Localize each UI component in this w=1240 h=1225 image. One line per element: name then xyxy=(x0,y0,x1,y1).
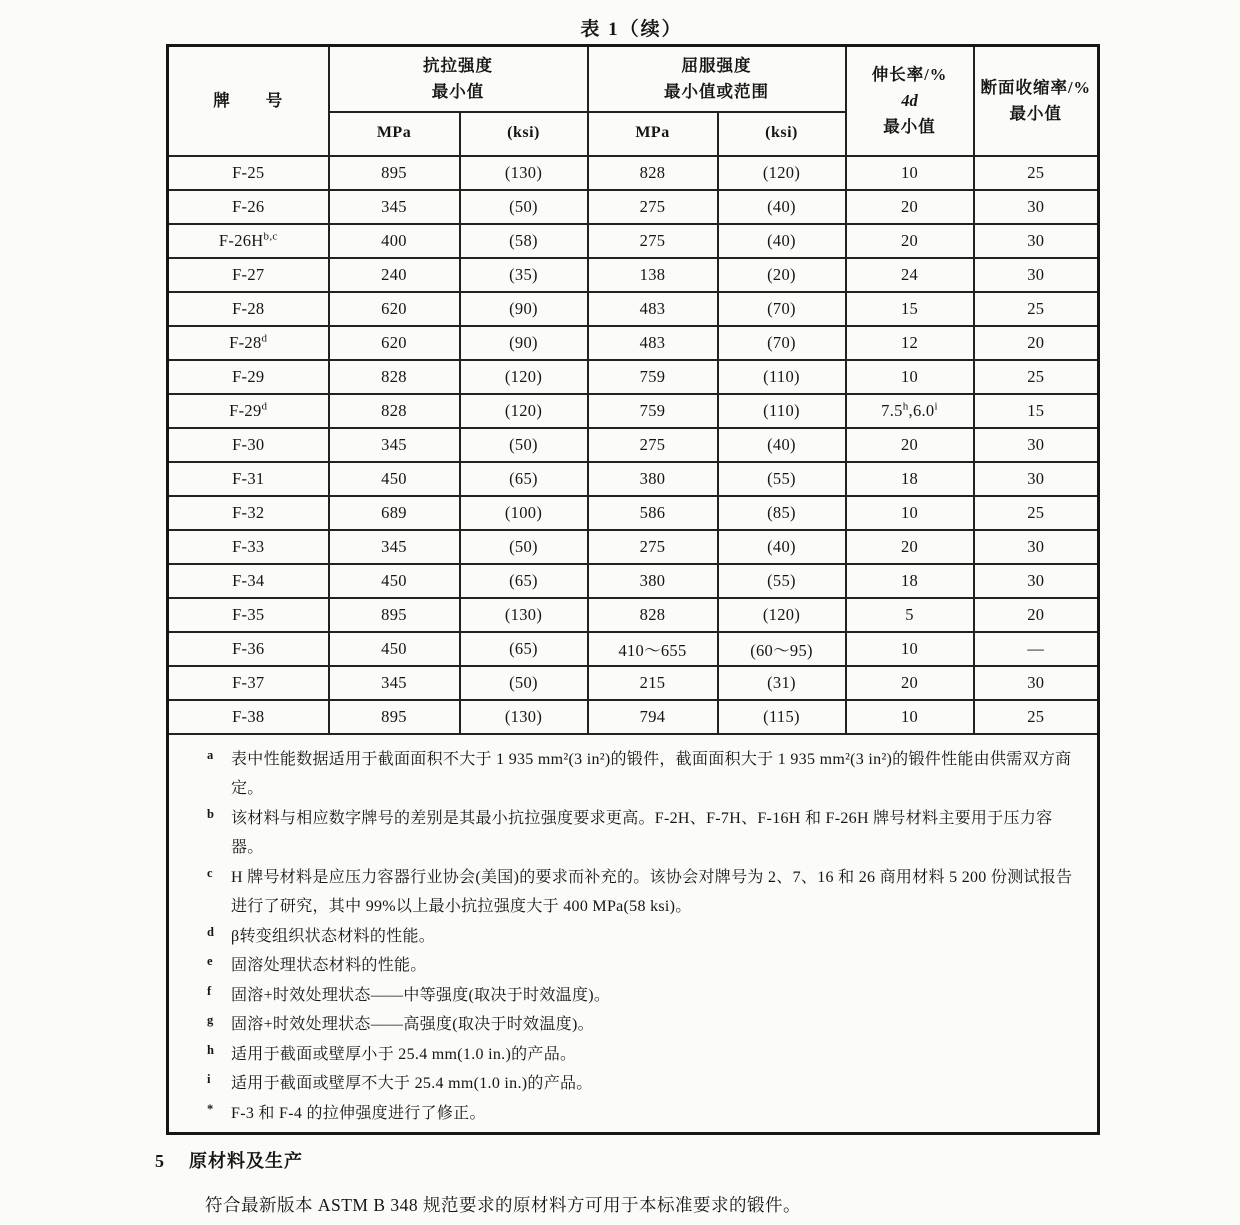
col-header-tensile-strength xyxy=(329,46,588,112)
cell-yield-ksi: (70) xyxy=(718,326,846,360)
footnote-marker: g xyxy=(207,1013,214,1027)
cell-tensile-ksi: (65) xyxy=(460,462,588,496)
cell-elongation: 18 xyxy=(846,564,974,598)
footnote-marker: b xyxy=(207,806,215,821)
cell-yield-mpa: 483 xyxy=(588,326,718,360)
cell-grade: F-35 xyxy=(168,598,329,632)
cell-tensile-ksi: (50) xyxy=(460,530,588,564)
footnote-g xyxy=(169,1010,1073,1040)
table-row xyxy=(168,700,1099,734)
cell-grade xyxy=(168,394,329,428)
cell-grade: F-32 xyxy=(168,496,329,530)
cell-yield-mpa: 483 xyxy=(588,292,718,326)
footnote-text: 适用于截面或壁厚小于 25.4 mm(1.0 in.)的产品。 xyxy=(231,1045,577,1063)
cell-tensile-ksi: (130) xyxy=(460,598,588,632)
cell-yield-mpa: 138 xyxy=(588,258,718,292)
footnote-marker: h xyxy=(207,1042,215,1057)
footnote-marker: i xyxy=(207,1072,211,1086)
cell-yield-mpa: 215 xyxy=(588,666,718,700)
cell-yield-ksi: (120) xyxy=(718,156,846,190)
table-row xyxy=(168,258,1099,292)
col-header-tensile-line1: 抗拉强度 xyxy=(423,56,493,76)
cell-tensile-ksi: (130) xyxy=(460,700,588,734)
cell-reduction: 30 xyxy=(974,258,1099,292)
cell-tensile-mpa: 895 xyxy=(329,598,460,632)
cell-yield-mpa: 828 xyxy=(588,156,718,190)
cell-tensile-mpa: 828 xyxy=(329,394,460,428)
cell-tensile-mpa: 620 xyxy=(329,326,460,360)
cell-reduction: 30 xyxy=(974,666,1099,700)
cell-grade: F-27 xyxy=(168,258,329,292)
cell-tensile-mpa: 689 xyxy=(329,496,460,530)
cell-yield-mpa: 828 xyxy=(588,598,718,632)
col-header-yield-line2: 最小值或范围 xyxy=(664,81,769,101)
col-header-reduction-of-area xyxy=(974,46,1099,156)
cell-elongation: 20 xyxy=(846,190,974,224)
cell-yield-mpa: 794 xyxy=(588,700,718,734)
cell-yield-mpa: 759 xyxy=(588,394,718,428)
footnote-marker: d xyxy=(207,924,215,939)
cell-tensile-ksi: (50) xyxy=(460,428,588,462)
cell-elongation: 10 xyxy=(846,156,974,190)
cell-reduction: 25 xyxy=(974,292,1099,326)
cell-tensile-mpa: 450 xyxy=(329,462,460,496)
footnote-e xyxy=(169,951,1073,981)
cell-reduction: 20 xyxy=(974,326,1099,360)
table-row xyxy=(168,496,1099,530)
table-row xyxy=(168,564,1099,598)
cell-reduction: 20 xyxy=(974,598,1099,632)
table-row xyxy=(168,666,1099,700)
footnote-marker: e xyxy=(207,954,213,968)
unit-header-tensile-ksi: (ksi) xyxy=(460,112,588,156)
col-header-grade: 牌 号 xyxy=(168,46,329,156)
footnote-text: F-3 和 F-4 的拉伸强度进行了修正。 xyxy=(231,1104,486,1122)
spec-table-body xyxy=(168,156,1099,734)
cell-elongation: 10 xyxy=(846,496,974,530)
section-body-text: 符合最新版本 ASTM B 348 规范要求的原材料方可用于本标准要求的锻件。 xyxy=(205,1195,802,1215)
unit-header-yield-mpa: MPa xyxy=(588,112,718,156)
table-title: 表 1（续） xyxy=(580,19,683,40)
cell-grade: F-26 xyxy=(168,190,329,224)
cell-tensile-mpa: 450 xyxy=(329,632,460,666)
table-row xyxy=(168,632,1099,666)
cell-yield-ksi: (115) xyxy=(718,700,846,734)
cell-reduction: 30 xyxy=(974,530,1099,564)
section-number: 5 xyxy=(155,1151,165,1171)
spec-table xyxy=(166,44,1100,1135)
cell-grade: F-25 xyxy=(168,156,329,190)
footnote-b xyxy=(169,804,1073,863)
table-row xyxy=(168,292,1099,326)
cell-text: ,6.0 xyxy=(908,400,935,420)
cell-elongation: 18 xyxy=(846,462,974,496)
cell-grade: F-29 xyxy=(168,360,329,394)
cell-yield-mpa: 275 xyxy=(588,190,718,224)
footnote-marker: * xyxy=(207,1101,214,1116)
cell-yield-mpa: 275 xyxy=(588,224,718,258)
cell-text: F-28 xyxy=(229,332,262,352)
cell-yield-ksi: (60～95) xyxy=(718,632,846,666)
cell-grade: F-34 xyxy=(168,564,329,598)
cell-superscript: i xyxy=(934,400,938,412)
col-header-yield-strength xyxy=(588,46,846,112)
table-row xyxy=(168,156,1099,190)
footnote-marker: c xyxy=(207,865,213,880)
cell-yield-ksi: (120) xyxy=(718,598,846,632)
cell-yield-ksi: (20) xyxy=(718,258,846,292)
footnote-marker: f xyxy=(207,983,212,998)
table-row xyxy=(168,394,1099,428)
cell-tensile-mpa: 895 xyxy=(329,700,460,734)
cell-tensile-mpa: 345 xyxy=(329,666,460,700)
col-header-yield-line1: 屈服强度 xyxy=(681,56,752,76)
cell-elongation: 10 xyxy=(846,700,974,734)
col-header-elongation-line2: 4d xyxy=(901,90,918,110)
footnotes-row xyxy=(168,734,1099,1134)
cell-superscript: d xyxy=(261,332,268,344)
cell-superscript: h xyxy=(902,400,909,412)
cell-tensile-mpa: 345 xyxy=(329,190,460,224)
col-header-elongation xyxy=(846,46,974,156)
cell-elongation: 10 xyxy=(846,632,974,666)
table-row xyxy=(168,598,1099,632)
table-row xyxy=(168,224,1099,258)
cell-reduction: 25 xyxy=(974,156,1099,190)
footnote-star xyxy=(169,1099,1073,1129)
cell-tensile-mpa: 828 xyxy=(329,360,460,394)
cell-yield-mpa: 586 xyxy=(588,496,718,530)
footnote-h xyxy=(169,1040,1073,1070)
cell-grade: F-37 xyxy=(168,666,329,700)
cell-elongation: 15 xyxy=(846,292,974,326)
cell-reduction: 30 xyxy=(974,462,1099,496)
cell-reduction: 25 xyxy=(974,496,1099,530)
cell-tensile-ksi: (120) xyxy=(460,360,588,394)
cell-text: F-26H xyxy=(218,230,264,250)
cell-tensile-mpa: 345 xyxy=(329,530,460,564)
table-row xyxy=(168,428,1099,462)
cell-grade xyxy=(168,224,329,258)
cell-tensile-ksi: (100) xyxy=(460,496,588,530)
cell-grade: F-33 xyxy=(168,530,329,564)
cell-tensile-mpa: 345 xyxy=(329,428,460,462)
cell-tensile-mpa: 895 xyxy=(329,156,460,190)
cell-reduction: 30 xyxy=(974,190,1099,224)
cell-elongation: 12 xyxy=(846,326,974,360)
cell-tensile-ksi: (65) xyxy=(460,632,588,666)
cell-tensile-mpa: 240 xyxy=(329,258,460,292)
table-header-row-1 xyxy=(168,46,1099,112)
cell-text: F-29 xyxy=(229,400,262,420)
footnote-marker: a xyxy=(207,747,214,762)
footnote-d xyxy=(169,922,1073,952)
cell-grade: F-31 xyxy=(168,462,329,496)
cell-superscript: b,c xyxy=(263,230,278,242)
col-header-elongation-line1: 伸长率/% xyxy=(871,65,948,85)
footnote-text: 固溶+时效处理状态——中等强度(取决于时效温度)。 xyxy=(231,986,611,1004)
footnote-text: β转变组织状态材料的性能。 xyxy=(231,927,436,945)
cell-reduction: 25 xyxy=(974,360,1099,394)
cell-elongation: 10 xyxy=(846,360,974,394)
cell-yield-mpa: 410～655 xyxy=(588,632,718,666)
table-row xyxy=(168,530,1099,564)
cell-yield-mpa: 380 xyxy=(588,564,718,598)
col-header-elongation-line3: 最小值 xyxy=(883,116,936,136)
section-heading xyxy=(155,1147,303,1173)
cell-yield-ksi: (40) xyxy=(718,530,846,564)
cell-elongation: 5 xyxy=(846,598,974,632)
section-title: 原材料及生产 xyxy=(189,1151,303,1171)
cell-tensile-ksi: (58) xyxy=(460,224,588,258)
col-header-tensile-line2: 最小值 xyxy=(431,81,485,101)
cell-grade xyxy=(168,326,329,360)
cell-text: 7.5 xyxy=(881,400,903,420)
cell-yield-ksi: (40) xyxy=(718,428,846,462)
footnote-text: H 牌号材料是应压力容器行业协会(美国)的要求而补充的。该协会对牌号为 2、7、16 和 26 商用材料 5 200 份测试报告进行了研究，其中 99%以上最小抗拉强度大于 400 MPa(58 ksi)。 xyxy=(231,868,1073,915)
cell-tensile-ksi: (120) xyxy=(460,394,588,428)
cell-yield-mpa: 380 xyxy=(588,462,718,496)
cell-yield-mpa: 275 xyxy=(588,530,718,564)
cell-grade: F-36 xyxy=(168,632,329,666)
cell-reduction: 25 xyxy=(974,700,1099,734)
col-header-reduction-line2: 最小值 xyxy=(1009,103,1062,123)
table-row xyxy=(168,326,1099,360)
cell-tensile-ksi: (50) xyxy=(460,190,588,224)
cell-elongation: 20 xyxy=(846,428,974,462)
footnote-f xyxy=(169,981,1073,1011)
table-row xyxy=(168,462,1099,496)
cell-yield-mpa: 275 xyxy=(588,428,718,462)
cell-reduction: 30 xyxy=(974,428,1099,462)
cell-tensile-ksi: (90) xyxy=(460,326,588,360)
cell-elongation: 24 xyxy=(846,258,974,292)
cell-elongation: 20 xyxy=(846,666,974,700)
footnote-text: 表中性能数据适用于截面面积不大于 1 935 mm²(3 in²)的锻件，截面面积大于 1 935 mm²(3 in²)的锻件性能由供需双方商定。 xyxy=(231,750,1072,797)
footnote-a xyxy=(169,745,1073,804)
footnote-i xyxy=(169,1069,1073,1099)
cell-grade: F-28 xyxy=(168,292,329,326)
footnotes xyxy=(169,745,1073,1129)
cell-yield-ksi: (55) xyxy=(718,462,846,496)
footnote-text: 固溶处理状态材料的性能。 xyxy=(231,957,427,974)
cell-reduction: 30 xyxy=(974,224,1099,258)
cell-tensile-mpa: 400 xyxy=(329,224,460,258)
table-row xyxy=(168,190,1099,224)
cell-yield-ksi: (40) xyxy=(718,224,846,258)
cell-reduction: 15 xyxy=(974,394,1099,428)
cell-yield-ksi: (70) xyxy=(718,292,846,326)
footnote-text: 该材料与相应数字牌号的差别是其最小抗拉强度要求更高。F-2H、F-7H、F-16H 和 F-26H 牌号材料主要用于压力容器。 xyxy=(231,809,1053,856)
cell-tensile-ksi: (35) xyxy=(460,258,588,292)
cell-superscript: d xyxy=(261,400,268,412)
cell-elongation: 20 xyxy=(846,224,974,258)
table-footnote-section xyxy=(168,734,1099,1134)
footnote-text: 适用于截面或壁厚不大于 25.4 mm(1.0 in.)的产品。 xyxy=(231,1075,593,1092)
cell-yield-ksi: (85) xyxy=(718,496,846,530)
cell-yield-ksi: (40) xyxy=(718,190,846,224)
cell-yield-ksi: (110) xyxy=(718,360,846,394)
cell-tensile-ksi: (65) xyxy=(460,564,588,598)
cell-yield-mpa: 759 xyxy=(588,360,718,394)
col-header-reduction-line1: 断面收缩率/% xyxy=(980,78,1092,98)
cell-tensile-ksi: (130) xyxy=(460,156,588,190)
unit-header-tensile-mpa: MPa xyxy=(329,112,460,156)
cell-grade: F-30 xyxy=(168,428,329,462)
footnotes-cell xyxy=(168,734,1099,1134)
footnote-text: 固溶+时效处理状态——高强度(取决于时效温度)。 xyxy=(231,1016,594,1033)
cell-reduction: 30 xyxy=(974,564,1099,598)
cell-elongation xyxy=(846,394,974,428)
table-row xyxy=(168,360,1099,394)
cell-tensile-ksi: (90) xyxy=(460,292,588,326)
cell-yield-ksi: (31) xyxy=(718,666,846,700)
cell-grade: F-38 xyxy=(168,700,329,734)
cell-tensile-ksi: (50) xyxy=(460,666,588,700)
table-header xyxy=(168,46,1099,156)
cell-tensile-mpa: 620 xyxy=(329,292,460,326)
cell-yield-ksi: (110) xyxy=(718,394,846,428)
cell-yield-ksi: (55) xyxy=(718,564,846,598)
footnote-c xyxy=(169,863,1073,922)
cell-tensile-mpa: 450 xyxy=(329,564,460,598)
unit-header-yield-ksi: (ksi) xyxy=(718,112,846,156)
cell-reduction: — xyxy=(974,632,1099,666)
cell-elongation: 20 xyxy=(846,530,974,564)
